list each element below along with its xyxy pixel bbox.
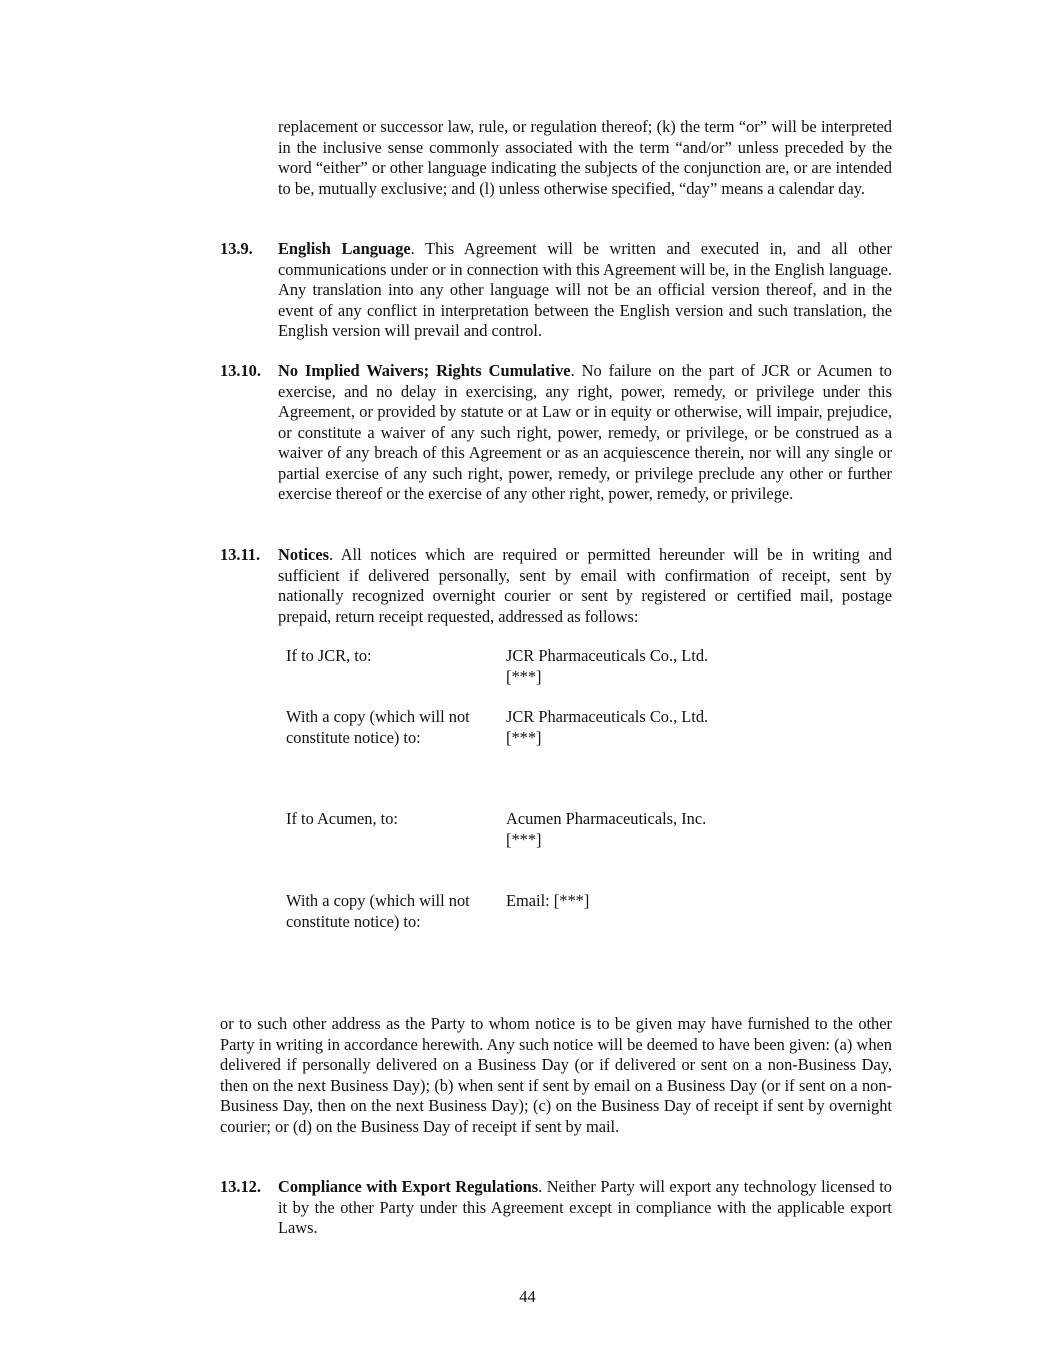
address-label: With a copy (which will not constitute notice) to: xyxy=(286,707,470,747)
section-heading: Compliance with Export Regulations xyxy=(278,1177,539,1196)
address-line: [***] xyxy=(506,829,542,849)
address-line: Email: [***] xyxy=(506,891,590,910)
address-label: With a copy (which will not constitute notice) to: xyxy=(286,891,470,931)
section-body xyxy=(278,1177,892,1239)
section-13-11 xyxy=(220,545,892,627)
section-number: 13.12. xyxy=(220,1177,261,1196)
section-text: . This Agreement will be written and executed in, and all other communications under or in connection with this Agreement will be, in the English language. Any translation into any other language will not be an official version thereof, and in the event of any conflict in interpretation between the English version and such translation, the English version will prevail and control. xyxy=(278,239,892,340)
address-value xyxy=(506,646,746,687)
section-body xyxy=(278,361,892,505)
section-13-9 xyxy=(220,239,892,342)
intro-paragraph: replacement or successor law, rule, or regulation thereof; (k) the term “or” will be interpreted in the inclusive sense commonly associated with the term “and/or” unless preceded by the word “either” or other language indicating the subjects of the conjunction are, or are intended to be, mutually exclusive; and (l) unless otherwise specified, “day” means a calendar day. xyxy=(278,117,892,198)
section-13-12 xyxy=(220,1177,892,1239)
address-value xyxy=(506,891,746,912)
address-label: If to Acumen, to: xyxy=(286,809,398,828)
section-number: 13.10. xyxy=(220,361,261,380)
section-number: 13.9. xyxy=(220,239,253,258)
address-label: If to JCR, to: xyxy=(286,646,372,665)
address-value xyxy=(506,707,746,748)
section-number: 13.11. xyxy=(220,545,261,564)
section-heading: Notices xyxy=(278,545,329,564)
section-heading: No Implied Waivers; Rights Cumulative xyxy=(278,361,571,380)
section-body xyxy=(278,239,892,342)
address-line: [***] xyxy=(506,727,542,747)
section-text: . Neither Party will export any technology licensed to it by the other Party under this Agreement except in compliance with the applicable export Laws. xyxy=(278,1177,892,1237)
address-line: JCR Pharmaceuticals Co., Ltd. xyxy=(506,646,709,665)
page-number: 44 xyxy=(519,1287,536,1306)
section-text: . No failure on the part of JCR or Acumen to exercise, and no delay in exercising, any right, power, remedy, or privilege under this Agreement, or provided by statute or at Law or in equity or otherwise, will impair, prejudice, or constitute a waiver of any such right, power, remedy, or privilege, or be construed as a waiver of any breach of this Agreement or as an acquiescence therein, nor will any single or partial exercise of any such right, power, remedy, or privilege preclude any other or further exercise thereof or the exercise of any other right, power, remedy, or privilege. xyxy=(278,361,892,503)
address-line: JCR Pharmaceuticals Co., Ltd. xyxy=(506,707,709,726)
address-line: Acumen Pharmaceuticals, Inc. xyxy=(506,809,707,828)
address-value xyxy=(506,809,746,850)
notice-closing-paragraph: or to such other address as the Party to whom notice is to be given may have furnished to the other Party in writing in accordance herewith. Any such notice will be deemed to have been given: (a) when delivered if personally delivered on a Business Day (or if delivered or sent on a non-Business Day, then on the next Business Day); (b) when sent if sent by email on a Business Day (or if sent on a non-Business Day, then on the next Business Day); (c) on the Business Day of receipt if sent by overnight courier; or (d) on the Business Day of receipt if sent by mail. xyxy=(220,1014,892,1136)
section-text: . All notices which are required or permitted hereunder will be in writing and sufficient if delivered personally, sent by email with confirmation of receipt, sent by nationally recognized overnight courier or sent by registered or certified mail, postage prepaid, return receipt requested, addressed as follows: xyxy=(278,545,892,626)
section-heading: English Language xyxy=(278,239,411,258)
address-line: [***] xyxy=(506,666,542,686)
section-body xyxy=(278,545,892,627)
section-13-10 xyxy=(220,361,892,505)
